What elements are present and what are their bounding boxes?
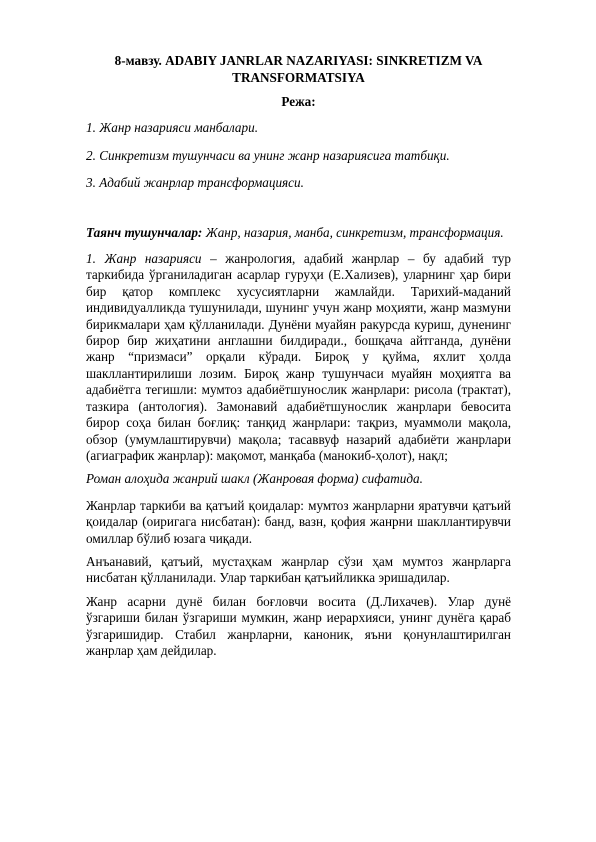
- keywords-line: [86, 225, 511, 241]
- paragraph-2: Жанрлар таркиби ва қатъий қоидалар: мумтоз жанрларни яратувчи қатъий қоидалар (оиригага нисбатан): банд, вазн, қофия жанрни шакллантирувчи омиллар бўлиб юзага чиқади.: [86, 497, 511, 546]
- plan-item-2: 2. Синкретизм тушунчаси ва унинг жанр назариясига татбиқи.: [86, 147, 450, 163]
- paragraph-3: Анъанавий, қатъий, мустаҳкам жанрлар сўзи ҳам мумтоз жанрларга нисбатан қўлланилади. Улар таркибан қатъийликка эришадилар.: [86, 553, 511, 586]
- title-line-1: 8-мавзу. ADABIY JANRLAR NAZARIYASI: SINKRETIZM VA: [114, 53, 483, 68]
- section-spacer: [86, 203, 511, 225]
- plan-item-3: 3. Адабий жанрлар трансформацияси.: [86, 175, 304, 191]
- document-title: [86, 52, 511, 86]
- paragraph-1-lead: 1. Жанр назарияси: [86, 251, 202, 267]
- paragraph-4: Жанр асарни дунё билан боғловчи восита (Д.Лихачев). Улар дунё ўзгариши билан ўзгариши мумкин, жанр иерархияси, унинг дунёга қараб ўзгаришидир. Стабил жанрларни, каноник, яъни қонунлаштирилган жанрлар ҳам дейдилар.: [86, 593, 511, 658]
- paragraph-1-text: – жанрология, адабий жанрлар – бу адабий тур таркибида ўрганиладиган асарлар гуруҳи (Е.Хализев), уларнинг ҳар бири бир қатор комплекс хусусиятларни жамлайди. Тарихий-маданий индивидуалликда тушунилади, шунинг учун жанр моҳияти, жанр мазмуни бирикмалари ҳам қўлланилади. Дунёни муайян ракурсда куриш, дуненинг бирор бир жиҳатини англашни билдиради., бошқача айтганда, дунёни жанр “призмаси” орқали кўради. Бироқ у қуйма, яхлит ҳолда шакллантирилиши лозим. Бироқ жанр тушунчаси муайян моҳиятга ва адабиётга тегишли: мумтоз адабиётшунослик жанрлари: рисола (трактат), тазкира (антология). Замонавий адабиётшунослик жанрлари бевосита бирор соҳа билан боғлиқ: танқид жанрлари: тақриз, муаммоли мақола, обзор (умумлаштирувчи) мақола; тасаввуф назарий адабиёти жанрлари (агиаграфик жанрлар): мақомот, манқаба (манокиб-ҳолот), нақл;: [86, 251, 511, 463]
- keywords-label: Таянч тушунчалар:: [86, 224, 203, 240]
- keywords-text: Жанр, назария, манба, синкретизм, трансформация.: [202, 224, 504, 240]
- novel-subheading: Роман алоҳида жанрий шакл (Жанровая форма) сифатида.: [86, 471, 423, 487]
- paragraph-1: [86, 251, 511, 464]
- plan-heading: Режа:: [281, 94, 316, 109]
- document-page: [86, 52, 511, 666]
- plan-item-1: 1. Жанр назарияси манбалари.: [86, 120, 258, 136]
- title-line-2: TRANSFORMATSIYA: [232, 70, 365, 85]
